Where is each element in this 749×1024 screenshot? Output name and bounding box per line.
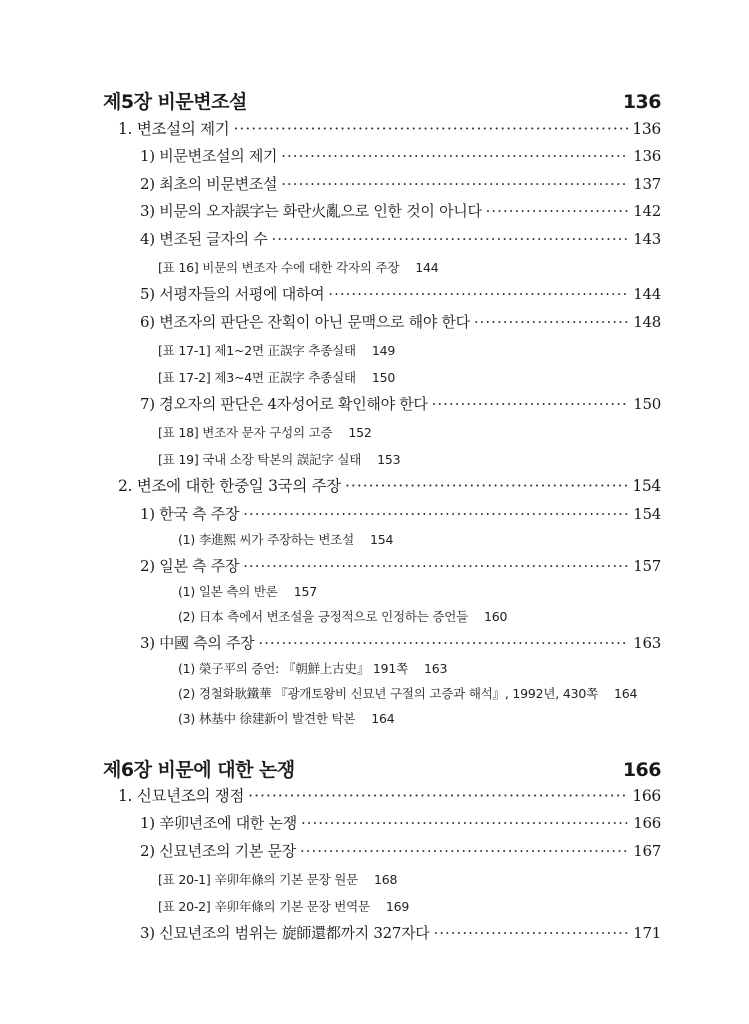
leader-dots: [281, 175, 629, 193]
page-number: 157: [293, 584, 317, 599]
item-title: 6) 변조자의 판단은 잔획이 아닌 문맥으로 해야 한다: [140, 313, 470, 331]
chapter-title: 제6장 비문에 대한 논쟁: [103, 759, 295, 781]
sub-title: (3) 林基中 徐建新이 발견한 탁본: [178, 711, 356, 726]
item-title: 3) 신묘년조의 범위는 旋師還都까지 327자다: [140, 924, 430, 942]
page-number: 163: [633, 634, 661, 652]
item-title: 5) 서평자들의 서평에 대하여: [140, 285, 325, 303]
item-title: 7) 경오자의 판단은 4자성어로 확인해야 한다: [140, 395, 428, 413]
toc-entry: [118, 474, 661, 496]
item-title: 3) 中國 측의 주장: [140, 634, 255, 652]
page-number: 160: [483, 609, 508, 624]
leader-dots: [243, 557, 629, 575]
table-title: [표 17-2] 제3~4면 正誤字 추종실태: [158, 370, 356, 385]
toc-entry: [140, 632, 661, 653]
chapter-page: 166: [622, 759, 661, 781]
page-number: 153: [377, 452, 401, 467]
chapter-heading: [103, 87, 661, 114]
toc-entry: [140, 228, 661, 249]
page-number: 136: [633, 147, 661, 165]
toc-entry: [140, 393, 661, 414]
sub-entry: [178, 607, 507, 625]
section-title: 1. 신묘년조의 쟁점: [118, 787, 245, 805]
toc-entry: [140, 173, 661, 194]
table-title: [표 17-1] 제1~2면 正誤字 추종실태: [158, 343, 356, 358]
table-entry: [158, 341, 395, 359]
item-title: 3) 비문의 오자誤字는 화란火亂으로 인한 것이 아니다: [140, 202, 482, 220]
table-title: [표 19] 국내 소장 탁본의 誤記字 실태: [158, 452, 362, 467]
sub-title: (2) 경철화耿鐵華 『광개토왕비 신묘년 구절의 고증과 해석』, 1992년, 430쪽: [178, 686, 598, 701]
page-number: 150: [633, 395, 661, 413]
leader-dots: [258, 634, 629, 652]
table-title: [표 18] 변조자 문자 구성의 고증: [158, 425, 333, 440]
page-number: 150: [371, 370, 396, 385]
item-title: 2) 최초의 비문변조설: [140, 175, 278, 193]
sub-title: (1) 榮子平의 증언: 『朝鮮上古史』 191쪽: [178, 661, 408, 676]
page-number: 143: [633, 230, 661, 248]
sub-title: (1) 일본 측의 반론: [178, 584, 278, 599]
page-number: 137: [633, 175, 661, 193]
item-title: 1) 辛卯년조에 대한 논쟁: [140, 814, 297, 832]
page-number: 171: [633, 924, 661, 942]
chapter-heading: [103, 755, 661, 782]
table-title: [표 20-2] 辛卯年條의 기본 문장 번역문: [158, 899, 370, 914]
toc-entry: [140, 200, 661, 221]
page-number: 149: [371, 343, 396, 358]
leader-dots: [474, 313, 629, 331]
table-entry: [158, 897, 409, 915]
toc-entry: [140, 503, 661, 524]
leader-dots: [301, 814, 629, 832]
page-number: 169: [385, 899, 410, 914]
sub-entry: [178, 709, 395, 727]
leader-dots: [328, 285, 629, 303]
section-title: 1. 변조설의 제기: [118, 120, 230, 138]
toc-entry: [140, 840, 661, 861]
page-number: 168: [374, 872, 398, 887]
item-title: 1) 비문변조설의 제기: [140, 147, 278, 165]
page-number: 148: [633, 313, 661, 331]
page-number: 152: [348, 425, 372, 440]
page-number: 136: [632, 120, 661, 138]
page-number: 144: [415, 260, 439, 275]
item-title: 2) 신묘년조의 기본 문장: [140, 842, 296, 860]
leader-dots: [432, 395, 630, 413]
toc-entry: [140, 145, 661, 166]
table-entry: [158, 368, 395, 386]
table-entry: [158, 870, 397, 888]
section-title: 2. 변조에 대한 한중일 3국의 주장: [118, 477, 341, 495]
table-entry: [158, 258, 439, 276]
sub-entry: [178, 684, 637, 702]
page-number: 164: [614, 686, 638, 701]
toc-entry: [118, 784, 661, 806]
leader-dots: [345, 477, 628, 495]
page-number: 154: [633, 505, 661, 523]
toc-entry: [140, 922, 661, 943]
table-entry: [158, 423, 372, 441]
leader-dots: [281, 147, 629, 165]
toc-entry: [118, 117, 661, 139]
chapter-title: 제5장 비문변조설: [103, 91, 247, 113]
leader-dots: [272, 230, 630, 248]
page-number: 163: [423, 661, 448, 676]
table-entry: [158, 450, 400, 468]
toc-entry: [140, 555, 661, 576]
page-number: 144: [633, 285, 661, 303]
page-number: 154: [369, 532, 394, 547]
sub-entry: [178, 530, 393, 548]
leader-dots: [433, 924, 629, 942]
page-number: 166: [633, 814, 661, 832]
page-number: 166: [632, 787, 661, 805]
sub-title: (1) 李進熙 씨가 주장하는 변조설: [178, 532, 354, 547]
table-title: [표 16] 비문의 변조자 수에 대한 각자의 주장: [158, 260, 400, 275]
toc-entry: [140, 311, 661, 332]
sub-entry: [178, 582, 317, 600]
page-number: 164: [371, 711, 395, 726]
sub-title: (2) 日本 측에서 변조설을 긍정적으로 인정하는 증언들: [178, 609, 468, 624]
leader-dots: [243, 505, 629, 523]
leader-dots: [248, 787, 628, 805]
page-number: 154: [632, 477, 661, 495]
page-number: 167: [633, 842, 661, 860]
leader-dots: [233, 120, 628, 138]
toc-entry: [140, 283, 661, 304]
leader-dots: [486, 202, 630, 220]
page-number: 142: [633, 202, 661, 220]
page-number: 157: [633, 557, 661, 575]
table-title: [표 20-1] 辛卯年條의 기본 문장 원문: [158, 872, 358, 887]
item-title: 4) 변조된 글자의 수: [140, 230, 268, 248]
item-title: 1) 한국 측 주장: [140, 505, 240, 523]
toc-entry: [140, 812, 661, 833]
item-title: 2) 일본 측 주장: [140, 557, 240, 575]
leader-dots: [300, 842, 629, 860]
sub-entry: [178, 659, 447, 677]
chapter-page: 136: [622, 91, 661, 113]
